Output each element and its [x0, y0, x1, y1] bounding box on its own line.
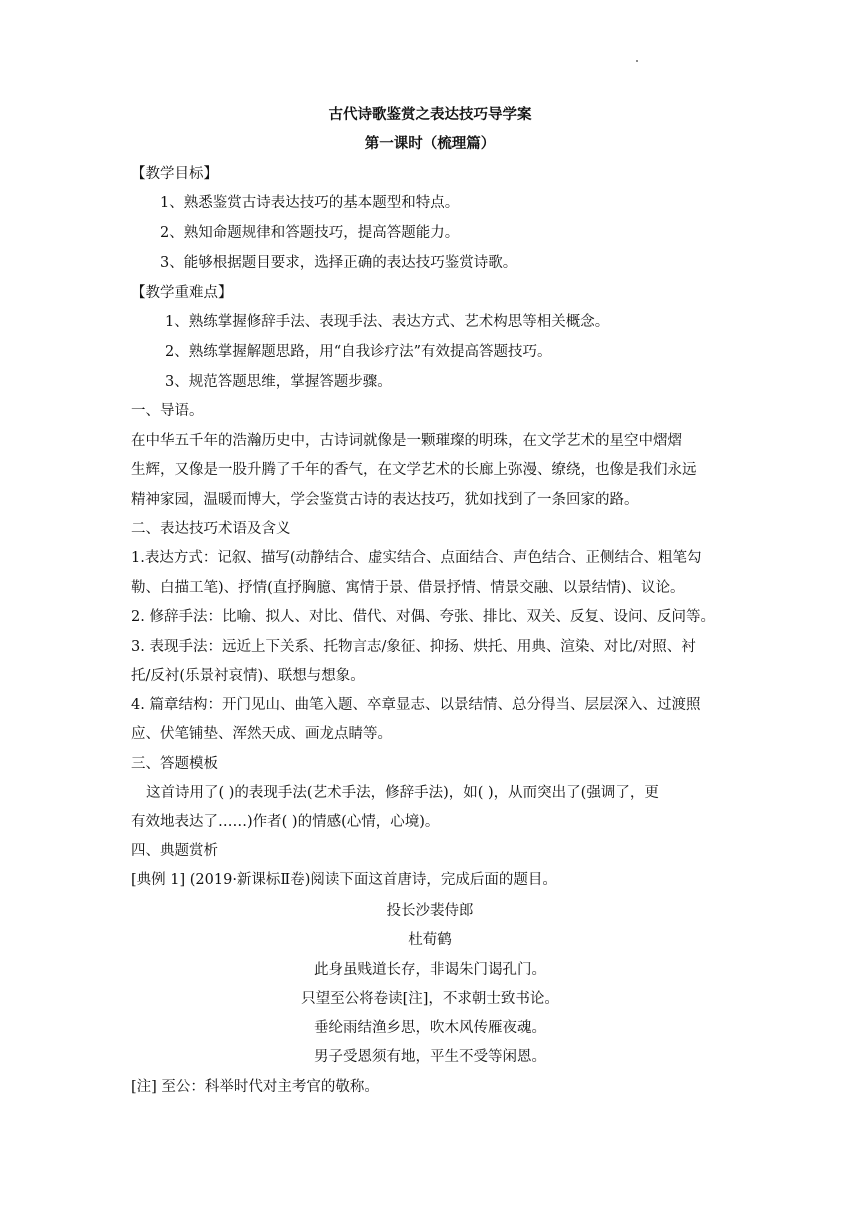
focus-heading: 【教学重难点】	[131, 285, 233, 301]
poem-title: 投长沙裴侍郎	[386, 903, 474, 919]
terms-line: 应、伏笔铺垫、浑然天成、画龙点睛等。	[131, 726, 392, 742]
template-heading: 三、答题模板	[131, 756, 218, 772]
header-dot	[636, 60, 638, 62]
poem-line: 此身虽贱道长存，非谒朱门谒孔门。	[314, 962, 546, 978]
focus-item: 1、熟练掌握修辞手法、表现手法、表达方式、艺术构思等相关概念。	[165, 314, 610, 330]
goal-item: 2、熟知命题规律和答题技巧，提高答题能力。	[160, 225, 460, 241]
terms-line: 1.表达方式：记叙、描写(动静结合、虚实结合、点面结合、声色结合、正侧结合、粗笔勾	[131, 550, 702, 566]
page-subtitle: 第一课时（梳理篇）	[364, 135, 496, 152]
template-line: 有效地表达了……)作者( )的情感(心情，心境)。	[131, 814, 440, 830]
page-title: 古代诗歌鉴赏之表达技巧导学案	[328, 106, 532, 123]
terms-line: 4. 篇章结构：开门见山、曲笔入题、卒章显志、以景结情、总分得当、层层深入、过渡照	[131, 697, 701, 713]
terms-heading: 二、表达技巧术语及含义	[131, 521, 291, 537]
poem-author: 杜荀鹤	[408, 932, 452, 948]
focus-item: 2、熟练掌握解题思路，用“自我诊疗法”有效提高答题技巧。	[165, 344, 552, 360]
goals-heading: 【教学目标】	[131, 166, 218, 182]
poem-note: [注] 至公：科举时代对主考官的敬称。	[131, 1079, 379, 1095]
terms-line: 3. 表现手法：远近上下关系、托物言志/象征、抑扬、烘托、用典、渲染、对比/对照、衬	[131, 639, 696, 655]
example-heading: 四、典题赏析	[131, 843, 218, 859]
terms-line: 2. 修辞手法：比喻、拟人、对比、借代、对偶、夸张、排比、双关、反复、设问、反问等。	[131, 609, 715, 625]
intro-heading: 一、导语。	[131, 403, 204, 419]
intro-line: 在中华五千年的浩瀚历史中，古诗词就像是一颗璀璨的明珠，在文学艺术的星空中熠熠	[131, 433, 682, 449]
poem-line: 垂纶雨结渔乡思，吹木风传雁夜魂。	[314, 1020, 546, 1036]
goal-item: 3、能够根据题目要求，选择正确的表达技巧鉴赏诗歌。	[160, 255, 518, 271]
goal-item: 1、熟悉鉴赏古诗表达技巧的基本题型和特点。	[160, 195, 460, 211]
focus-item: 3、规范答题思维，掌握答题步骤。	[165, 374, 392, 390]
example-intro: [典例 1] (2019·新课标Ⅱ卷)阅读下面这首唐诗，完成后面的题目。	[131, 872, 557, 888]
terms-line: 托/反衬(乐景衬哀情)、联想与想象。	[131, 668, 365, 684]
intro-line: 生辉，又像是一股升腾了千年的香气，在文学艺术的长廊上弥漫、缭绕，也像是我们永远	[131, 462, 697, 478]
template-line: 这首诗用了( )的表现手法(艺术手法，修辞手法)，如( )，从而突出了(强调了，更	[146, 785, 659, 801]
poem-line: 只望至公将卷读[注]，不求朝士致书论。	[301, 991, 559, 1007]
poem-line: 男子受恩须有地，平生不受等闲恩。	[314, 1049, 546, 1065]
intro-line: 精神家园，温暖而博大，学会鉴赏古诗的表达技巧，犹如找到了一条回家的路。	[131, 492, 639, 508]
terms-line: 勒、白描工笔)、抒情(直抒胸臆、寓情于景、借景抒情、情景交融、以景结情)、议论。	[131, 580, 685, 596]
